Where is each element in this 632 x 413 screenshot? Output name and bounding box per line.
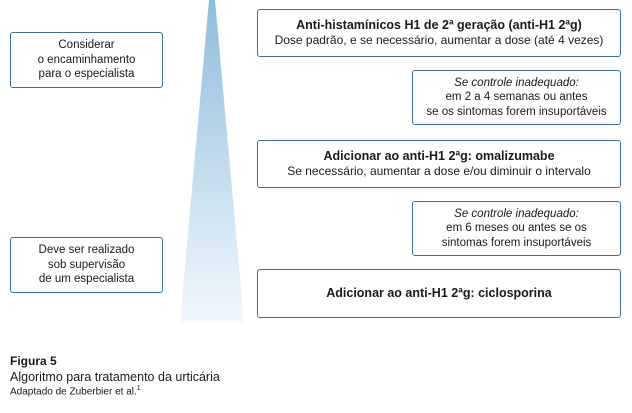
step2-detail: Se necessário, aumentar a dose e/ou diminuir o intervalo xyxy=(287,164,591,179)
step1-box xyxy=(257,9,621,57)
condition2-line: em 6 meses ou antes se os xyxy=(446,222,587,235)
supervision-line: Deve ser realizado xyxy=(38,244,135,257)
condition1-line: em 2 a 4 semanas ou antes xyxy=(445,91,588,104)
condition1-box xyxy=(412,70,621,125)
step1-title: Anti-histamínicos H1 de 2ª geração (anti-H1 2ªg) xyxy=(296,17,582,32)
referral-line: para o especialista xyxy=(38,68,135,81)
condition1-line: se os sintomas forem insuportáveis xyxy=(426,105,607,118)
step1-detail: Dose padrão, e se necessário, aumentar a dose (até 4 vezes) xyxy=(274,33,604,48)
figure-title: Algoritmo para tratamento da urticária xyxy=(10,370,220,384)
step2-title: Adicionar ao anti-H1 2ªg: omalizumabe xyxy=(323,148,555,163)
supervision-line: de um especialista xyxy=(38,273,135,286)
condition2-box xyxy=(412,201,621,256)
source-reference: 1 xyxy=(136,385,141,392)
figure-source xyxy=(10,385,220,397)
step3-box xyxy=(257,269,621,318)
referral-box xyxy=(10,32,163,88)
figure-label: Figura 5 xyxy=(10,354,57,368)
figure-caption xyxy=(10,354,220,397)
step2-box xyxy=(257,140,621,188)
supervision-box xyxy=(10,237,163,293)
condition1-label: Se controle inadequado: xyxy=(454,76,579,89)
referral-line: o encaminhamento xyxy=(37,53,136,66)
step3-title: Adicionar ao anti-H1 2ªg: ciclosporina xyxy=(326,285,552,300)
condition2-line: sintomas forem insuportáveis xyxy=(441,236,592,249)
supervision-line: sob supervisão xyxy=(47,258,126,271)
source-text: Adaptado de Zuberbier et al. xyxy=(10,386,137,398)
referral-line: Considerar xyxy=(58,39,115,52)
condition2-label: Se controle inadequado: xyxy=(454,207,579,220)
